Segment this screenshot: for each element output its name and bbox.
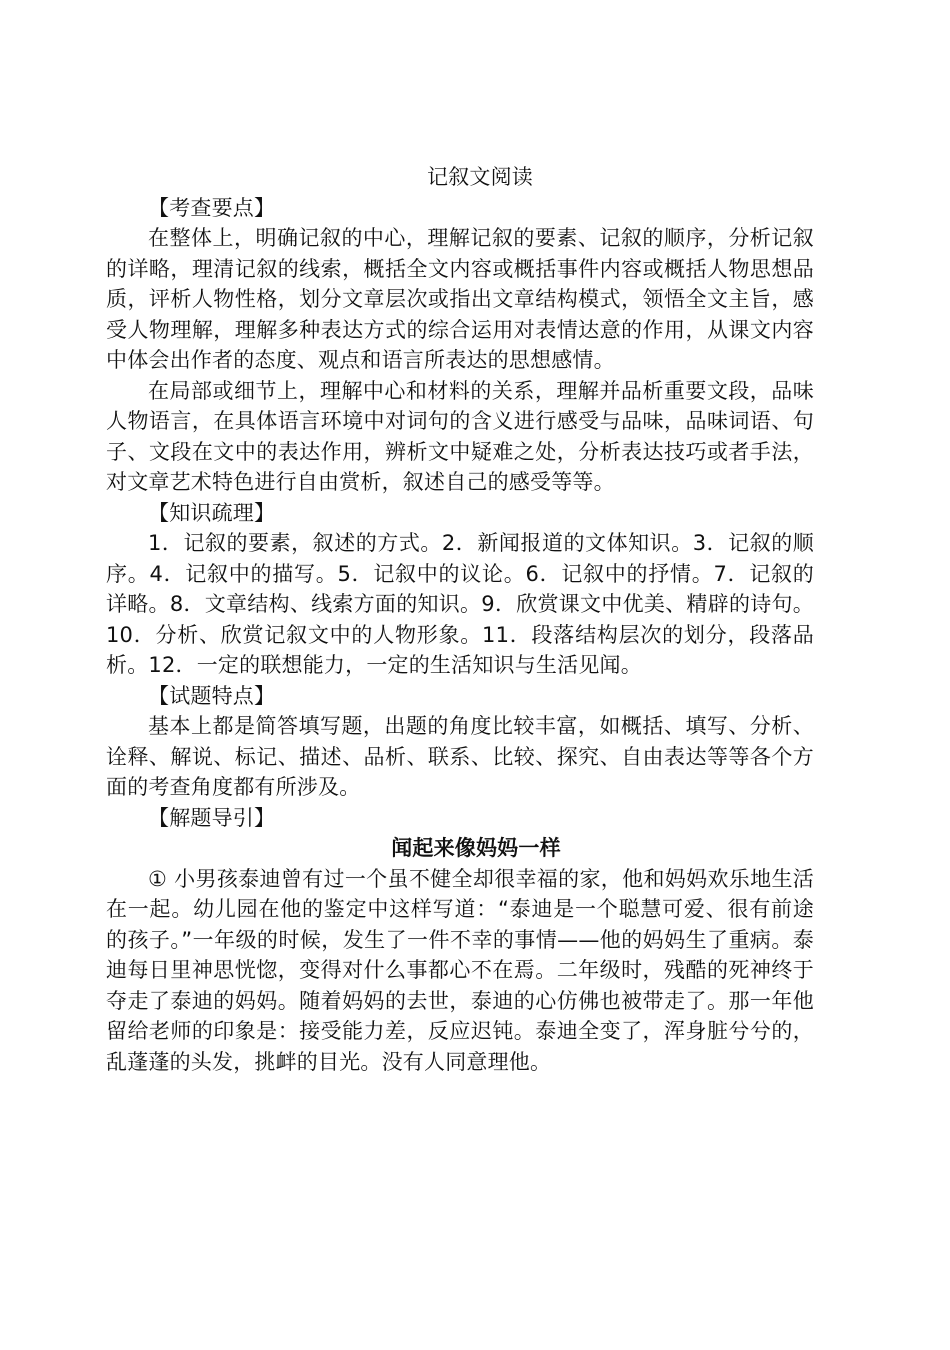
knowledge-paragraph: 1．记叙的要素，叙述的方式。2．新闻报道的文体知识。3．记叙的顺序。4．记叙中的描写。5．记叙中的议论。6．记叙中的抒情。7．记叙的详略。8．文章结构、线索方面的知识。9．欣赏课文中优美、精辟的诗句。10．分析、欣赏记叙文中的人物形象。11．段落结构层次的划分，段落品析。12．一定的联想能力，一定的生活知识与生活见闻。 <box>106 531 814 677</box>
document-body <box>106 162 814 1077</box>
knowledge-heading: 【知识疏理】 <box>148 500 276 525</box>
document-title: 记叙文阅读 <box>427 165 533 189</box>
features-paragraph: 基本上都是简答填写题，出题的角度比较丰富，如概括、填写、分析、诠释、解说、标记、描述、品析、联系、比较、探究、自由表达等等各个方面的考查角度都有所涉及。 <box>106 714 814 799</box>
guide-heading: 【解题导引】 <box>148 805 276 830</box>
exam-points-paragraph-2: 在局部或细节上，理解中心和材料的关系，理解并品析重要文段，品味人物语言，在具体语言环境中对词句的含义进行感受与品味，品味词语、句子、文段在文中的表达作用，辨析文中疑难之处，分析表达技巧或者手法，对文章艺术特色进行自由赏析，叙述自己的感受等等。 <box>106 378 814 494</box>
story-paragraph-1: ① 小男孩泰迪曾有过一个虽不健全却很幸福的家，他和妈妈欢乐地生活在一起。幼儿园在他的鉴定中这样写道：“泰迪是一个聪慧可爱、很有前途的孩子。”一年级的时候，发生了一件不幸的事情——他的妈妈生了重病。泰迪每日里神思恍惚，变得对什么事都心不在焉。二年级时，残酷的死神终于夺走了泰迪的妈妈。随着妈妈的去世，泰迪的心仿佛也被带走了。那一年他留给老师的印象是：接受能力差，反应迟钝。泰迪全变了，浑身脏兮兮的，乱蓬蓬的头发，挑衅的目光。没有人同意理他。 <box>106 866 814 1074</box>
exam-points-heading: 【考查要点】 <box>148 195 276 220</box>
story-title: 闻起来像妈妈一样 <box>391 836 561 860</box>
exam-points-paragraph-1: 在整体上，明确记叙的中心，理解记叙的要素、记叙的顺序，分析记叙的详略，理清记叙的线索，概括全文内容或概括事件内容或概括人物思想品质，评析人物性格，划分文章层次或指出文章结构模式，领悟全文主旨，感受人物理解，理解多种表达方式的综合运用对表情达意的作用，从课文内容中体会出作者的态度、观点和语言所表达的思想感情。 <box>106 226 814 372</box>
features-heading: 【试题特点】 <box>148 683 276 708</box>
